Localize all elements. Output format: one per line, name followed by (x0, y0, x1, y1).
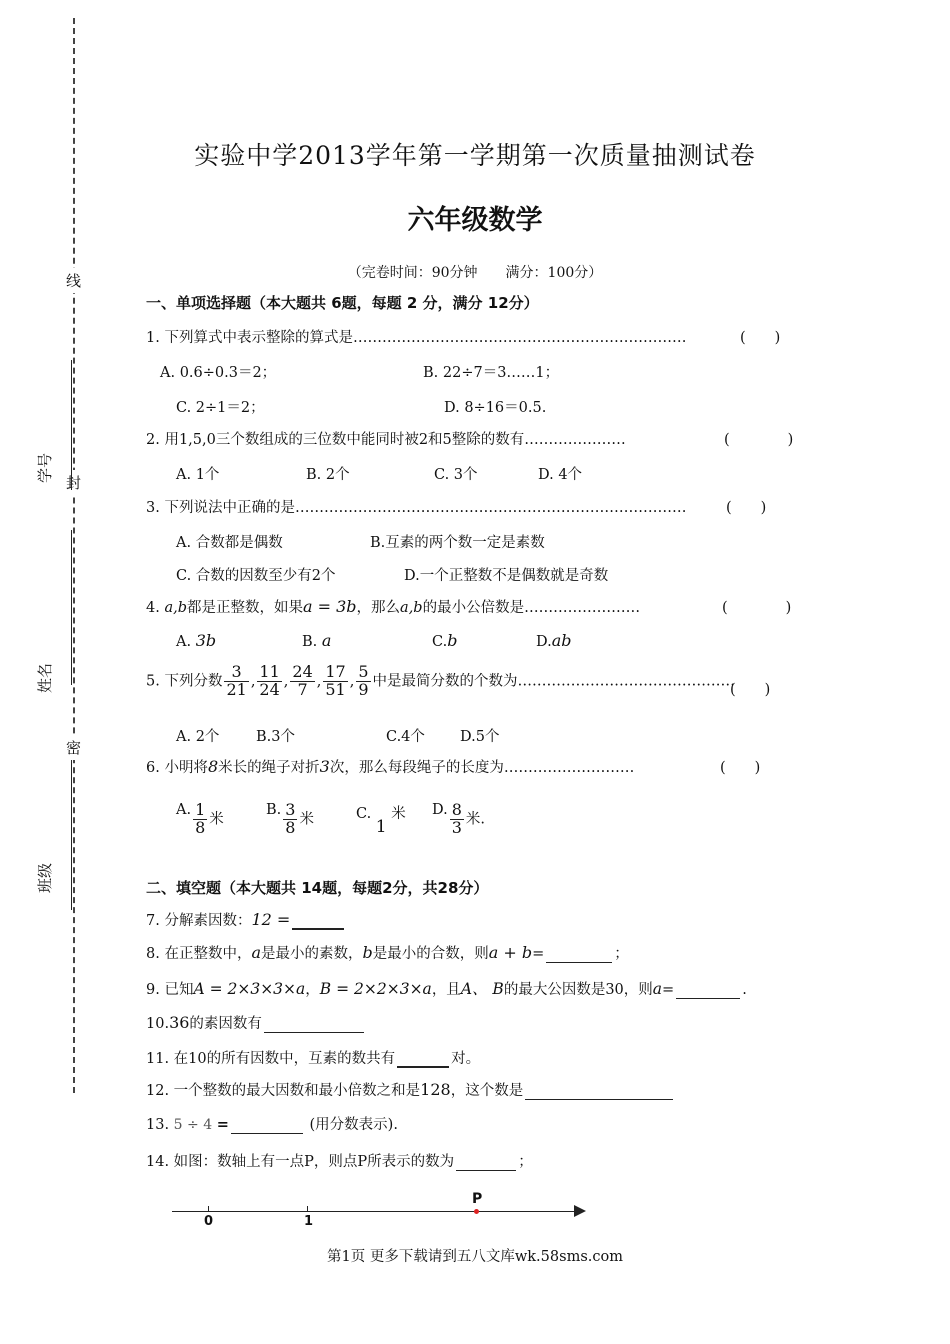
point-p-label: P (472, 1191, 483, 1207)
question-2 (146, 428, 626, 449)
section1-title: 一、单项选择题（本大题共 6题，每题 2 分，满分 12分） (146, 294, 539, 312)
q5-f3-den: 7 (297, 679, 308, 699)
q5-option-b: B.3个 (256, 729, 295, 745)
question-10 (146, 1012, 366, 1033)
q4-d-label: D. (536, 634, 552, 650)
q10-text-1: 10. (146, 1016, 170, 1032)
q1-option-c: C. 2÷1＝2； (176, 400, 265, 416)
q4-text-2: ，那么 (356, 600, 401, 616)
q4-c-label: C. (432, 634, 448, 650)
question-11 (146, 1047, 480, 1068)
q6-number: 6. (146, 760, 160, 776)
q5-fraction-3 (290, 664, 314, 699)
q3-option-d: D.一个正整数不是偶数就是奇数 (404, 568, 609, 584)
q5-fraction-1 (224, 664, 248, 699)
q6-d-den: 3 (451, 817, 462, 837)
q3-text: 3. 下列说法中正确的是……………………………………………………………………… (146, 500, 687, 516)
q1-text: 1. 下列算式中表示整除的算式是…………………………………………………………… (146, 330, 687, 346)
q6-a-num: 1 (195, 800, 206, 819)
q5-f5-num: 5 (358, 662, 369, 681)
binding-char-xian: 线 (66, 268, 81, 293)
q6-length: 8 (207, 757, 219, 776)
q1-option-b: B. 22÷7＝3……1； (423, 365, 560, 381)
q6-d-unit: 米 (465, 811, 481, 828)
question-13 (146, 1113, 398, 1134)
q2-option-c: C. 3个 (434, 467, 478, 483)
q8-var-b: b (362, 943, 373, 962)
q9-end: . (742, 982, 747, 998)
number-line-label-0: 0 (204, 1214, 214, 1229)
q3-option-a: A. 合数都是偶数 (176, 535, 283, 551)
q6-b-num: 3 (285, 800, 296, 819)
q6-b-label: B. (266, 802, 282, 818)
q5-f4-den: 51 (325, 679, 346, 699)
q7-expr: 12 = (251, 910, 291, 929)
q12-blank[interactable] (525, 1099, 673, 1100)
q3-option-c: C. 合数的因数至少有2个 (176, 568, 336, 584)
q5-f1-den: 21 (226, 679, 247, 699)
q10-blank[interactable] (264, 1032, 364, 1033)
q8-expr: a + b (488, 943, 533, 962)
question-1 (146, 326, 686, 347)
q6-d-label: D. (432, 802, 448, 818)
q9-blank[interactable] (676, 998, 740, 999)
q7-blank[interactable] (292, 928, 344, 930)
q4-number: 4. (146, 600, 160, 616)
q6-text-1: 小明将 (164, 760, 208, 776)
q6-d-end: . (480, 811, 486, 828)
q6-b-fraction (283, 802, 297, 837)
q5-fraction-5 (356, 664, 370, 699)
question-9 (146, 977, 747, 999)
q4-option-a (176, 631, 216, 650)
q6-answer-paren: ( ) (720, 760, 761, 776)
q6-option-d (432, 802, 485, 837)
q12-text-2: ，这个数是 (450, 1083, 524, 1099)
q9-eq: = (662, 982, 675, 998)
q8-text-2: 是最小的素数， (261, 946, 363, 962)
q14-blank[interactable] (456, 1170, 516, 1171)
point-p-dot (474, 1209, 479, 1214)
q2-option-b: B. 2个 (306, 467, 350, 483)
q4-vars-2: a,b (400, 600, 423, 616)
question-12 (146, 1079, 675, 1100)
q6-b-den: 8 (285, 817, 296, 837)
q5-f1-num: 3 (224, 664, 248, 682)
q5-f3-num: 24 (292, 662, 313, 681)
q9-var-a: a (652, 980, 663, 998)
number-line-tick-1 (307, 1206, 308, 1212)
q6-text-2: 米长的绳子对折 (218, 760, 320, 776)
q6-c-value: 1 (375, 817, 387, 837)
number-line (172, 1211, 582, 1212)
q1-option-d: D. 8÷16＝0.5. (444, 400, 547, 416)
q13-text-2: (用分数表示). (309, 1117, 398, 1133)
q9-expr-b: B = 2×2×3×a (319, 980, 432, 998)
q5-option-a: A. 2个 (176, 729, 220, 745)
q4-equation: a = 3b (303, 597, 357, 616)
q5-text-2: 中是最简分数的个数为……………………………………… (372, 673, 736, 690)
q6-c-unit: 米 (391, 806, 406, 822)
q4-a-label: A. (176, 634, 192, 650)
q6-d-num: 8 (451, 800, 462, 819)
exam-subject: 六年级数学 (407, 205, 543, 236)
q13-eq: = (216, 1116, 229, 1133)
q4-option-c (432, 631, 457, 650)
class-label: 班级 (36, 862, 55, 894)
question-4 (146, 596, 640, 617)
q12-text-1: 12. 一个整数的最大因数和最小倍数之和是 (146, 1083, 421, 1099)
q4-option-b (302, 631, 331, 650)
q14-text-1: 14. 如图：数轴上有一点P，则点P所表示的数为 (146, 1154, 455, 1170)
q5-fraction-2 (257, 664, 281, 699)
q1-answer-paren: ( ) (740, 330, 781, 346)
question-7 (146, 909, 346, 930)
q14-end: ； (518, 1154, 533, 1170)
q2-option-a: A. 1个 (176, 467, 220, 483)
q3-option-b: B.互素的两个数一定是素数 (370, 535, 545, 551)
q5-f2-den: 24 (259, 679, 280, 699)
q6-a-label: A. (176, 802, 192, 818)
q4-text-3: 的最小公倍数是…………………… (422, 600, 641, 616)
q5-option-c: C.4个 (386, 729, 425, 745)
q13-expr: 5 ÷ 4 (173, 1117, 213, 1133)
q9-text-2: ，且 (431, 982, 461, 998)
q6-option-a (176, 802, 224, 837)
number-line-arrow-icon (574, 1205, 586, 1217)
q8-blank[interactable] (546, 962, 612, 963)
q9-sep: ， (305, 982, 320, 998)
binding-char-mi: 密 (66, 735, 81, 760)
q4-c-value: b (447, 631, 458, 650)
q11-text-2: 对。 (451, 1051, 481, 1067)
student-id-label: 学号 (36, 452, 55, 484)
q8-text-1: 8. 在正整数中， (146, 946, 252, 962)
q10-text-2: 的素因数有 (189, 1016, 262, 1032)
q5-text-1: 下列分数 (164, 673, 223, 690)
q4-b-label: B. (302, 634, 318, 650)
q2-option-d: D. 4个 (538, 467, 583, 483)
binding-dashed-line (73, 18, 75, 1093)
number-line-tick-0 (208, 1206, 209, 1212)
question-14 (146, 1150, 533, 1171)
q13-blank[interactable] (231, 1133, 303, 1134)
q6-a-den: 8 (195, 817, 206, 837)
q8-eq: = (532, 946, 545, 962)
question-3 (146, 496, 686, 517)
q11-text-1: 11. 在10的所有因数中，互素的数共有 (146, 1051, 396, 1067)
q9-text-3: 的最大公因数是30，则 (503, 982, 653, 998)
q4-option-d (536, 631, 572, 650)
q8-var-a: a (251, 943, 261, 962)
page-footer: 第1页 更多下载请到五八文库wk.58sms.com (327, 1249, 623, 1265)
q6-a-unit: 米 (209, 811, 224, 828)
q9-ab: A、 B (460, 980, 504, 998)
q10-number: 36 (169, 1013, 190, 1032)
q11-blank[interactable] (397, 1066, 449, 1068)
q6-d-fraction (450, 802, 464, 837)
section2-title: 二、填空题（本大题共 14题，每题2分，共28分） (146, 879, 489, 897)
q4-d-value: ab (551, 631, 572, 650)
q4-b-value: a (321, 631, 332, 650)
q3-answer-paren: ( ) (726, 500, 767, 516)
q5-f2-num: 11 (259, 662, 280, 681)
q6-b-unit: 米 (299, 811, 314, 828)
q8-end: ； (614, 946, 629, 962)
q5-fraction-4 (323, 664, 347, 699)
q4-a-value: 3b (195, 631, 217, 650)
question-6 (146, 756, 634, 777)
q5-number: 5. (146, 673, 160, 690)
binding-char-feng: 封 (66, 470, 81, 495)
q5-f5-den: 9 (358, 679, 369, 699)
q2-answer-paren: ( ) (724, 432, 794, 448)
q7-text: 7. 分解素因数： (146, 913, 252, 929)
q12-number: 128 (420, 1080, 451, 1099)
q6-option-c (356, 802, 406, 837)
q6-option-b (266, 802, 314, 837)
q6-c-label: C. (356, 806, 372, 822)
class-line (71, 760, 73, 910)
q6-a-fraction (193, 802, 207, 837)
student-name-line (71, 530, 73, 685)
q9-expr-a: A = 2×3×3×a (193, 980, 306, 998)
q5-answer-paren: ( ) (730, 682, 771, 698)
student-id-line (71, 360, 73, 490)
student-name-label: 姓名 (36, 662, 55, 694)
q13-text-1: 13. (146, 1117, 170, 1133)
q4-text-1: 都是正整数，如果 (187, 600, 303, 616)
question-5: 5. 下列分数 $\frac{3}{21}$ , $\frac{11}{24}$ , $\frac{24}{7}$ , $\frac{17}{51}$ , $\frac{5}{9}$ 中是最简分数的个数为……………………………………… (146, 662, 736, 699)
q6-folds: 3 (319, 757, 330, 776)
q8-text-3: 是最小的合数，则 (372, 946, 489, 962)
q9-text-1: 9. 已知 (146, 982, 194, 998)
q4-answer-paren: ( ) (722, 600, 792, 616)
q1-option-a: A. 0.6÷0.3＝2； (160, 365, 277, 381)
exam-title: 实验中学2013学年第一学期第一次质量抽测试卷 (194, 141, 756, 170)
question-8 (146, 942, 629, 963)
q6-text-3: 次，那么每段绳子的长度为……………………… (329, 760, 635, 776)
q4-vars: a,b (164, 600, 187, 616)
q5-option-d: D.5个 (460, 729, 500, 745)
exam-info: （完卷时间：90分钟 满分：100分） (347, 265, 603, 281)
q2-text: 2. 用1,5,0三个数组成的三位数中能同时被2和5整除的数有………………… (146, 432, 626, 448)
q5-f4-num: 17 (325, 662, 346, 681)
number-line-label-1: 1 (304, 1214, 314, 1229)
